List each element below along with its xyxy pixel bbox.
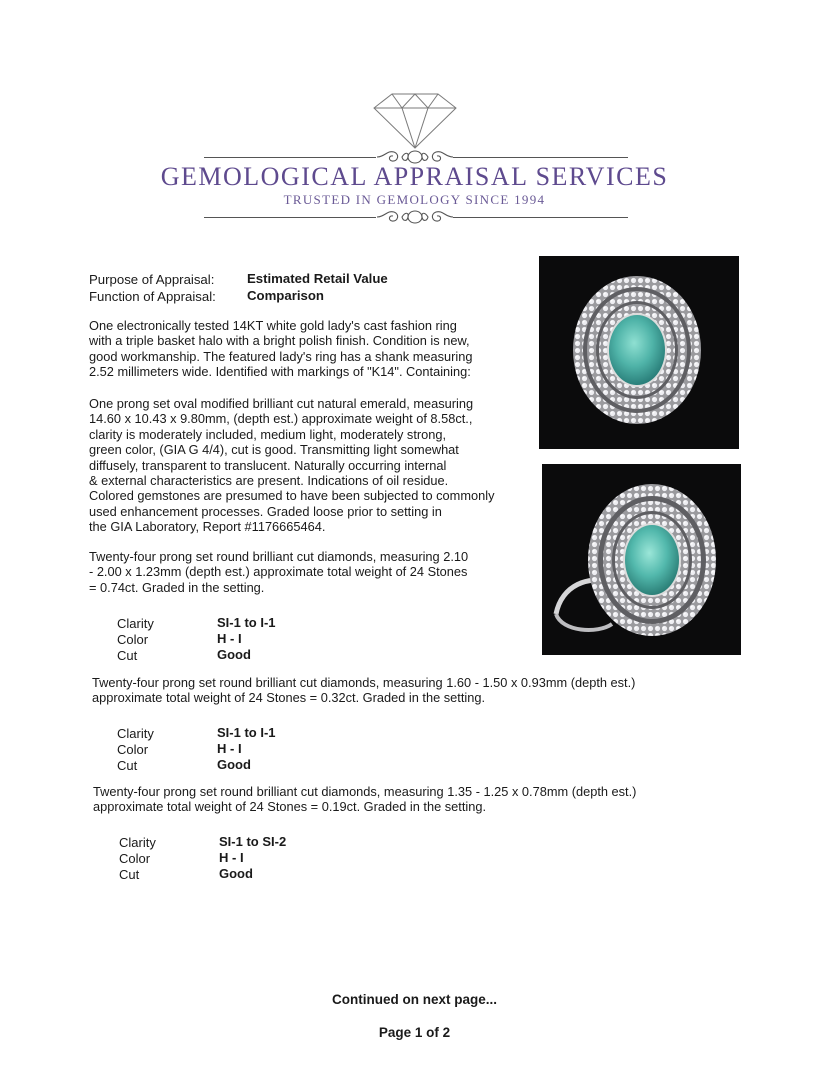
function-value: Comparison [247, 288, 324, 303]
diamond-description-line: approximate total weight of 24 Stones = 0.32ct. Graded in the setting. [92, 690, 486, 706]
diamond-group-3-grades [119, 835, 319, 883]
emerald-description-line: the GIA Laboratory, Report #1176665464. [89, 519, 326, 535]
grade-label-cut: Cut [119, 867, 140, 882]
emerald-description-line: One prong set oval modified brilliant cut natural emerald, measuring [89, 396, 474, 411]
grade-value-clarity: SI-1 to I-1 [217, 725, 276, 740]
emerald-description-line: 14.60 x 10.43 x 9.80mm, (depth est.) approximate weight of 8.58ct., [89, 411, 473, 427]
grade-value-cut: Good [217, 647, 251, 662]
diamond-description-line: Twenty-four prong set round brilliant cut diamonds, measuring 1.35 - 1.25 x 0.78mm (depth est.) [93, 784, 637, 799]
diamond-logo-icon [372, 92, 458, 150]
diamond-group-2-grades [117, 726, 317, 774]
purpose-label: Purpose of Appraisal: [89, 272, 215, 287]
grade-label-color: Color [117, 742, 149, 757]
diamond-group-3-description [93, 784, 693, 815]
page-number: Page 1 of 2 [378, 1025, 451, 1040]
grade-label-color: Color [119, 851, 151, 866]
logo-rule-bottom-left [204, 217, 376, 218]
emerald-description-line: Colored gemstones are presumed to have been subjected to commonly [89, 488, 495, 504]
diamond-group-1-description [89, 549, 529, 595]
purpose-value: Estimated Retail Value [247, 271, 388, 286]
company-name: GEMOLOGICAL APPRAISAL SERVICES [160, 162, 669, 191]
emerald-description-line: & external characteristics are present. Indications of oil residue. [89, 473, 449, 489]
logo-rule-top-left [204, 157, 376, 158]
logo-rule-top-right [453, 157, 628, 158]
ring-photo-top [539, 256, 739, 449]
ring-description-line: good workmanship. The featured lady's ring has a shank measuring [89, 348, 473, 364]
ring-description-line: 2.52 millimeters wide. Identified with markings of "K14". Containing: [89, 364, 471, 380]
grade-value-clarity: SI-1 to SI-2 [219, 834, 287, 849]
grade-value-clarity: SI-1 to I-1 [217, 615, 276, 630]
diamond-description-line: Twenty-four prong set round brilliant cut diamonds, measuring 2.10 [89, 549, 469, 564]
emerald-description-line: green color, (GIA G 4/4), cut is good. Transmitting light somewhat [89, 442, 459, 458]
emerald-description-line: clarity is moderately included, medium light, moderately strong, [89, 426, 447, 442]
scroll-ornament-icon [375, 208, 455, 226]
grade-value-color: H - I [219, 850, 244, 865]
ring-description [89, 318, 529, 380]
ring-photo-side [542, 464, 741, 655]
diamond-group-1-grades [117, 616, 317, 664]
company-tagline: TRUSTED IN GEMOLOGY SINCE 1994 [283, 192, 546, 207]
grade-label-cut: Cut [117, 648, 138, 663]
grade-value-cut: Good [217, 757, 251, 772]
diamond-description-line: approximate total weight of 24 Stones = 0.19ct. Graded in the setting. [93, 799, 487, 815]
function-label: Function of Appraisal: [89, 289, 216, 304]
grade-label-clarity: Clarity [119, 835, 156, 850]
emerald-description-line: used enhancement processes. Graded loose prior to setting in [89, 503, 442, 519]
diamond-description-line: = 0.74ct. Graded in the setting. [89, 579, 265, 595]
ring-description-line: One electronically tested 14KT white gold lady's cast fashion ring [89, 318, 457, 333]
grade-value-cut: Good [219, 866, 253, 881]
diamond-description-line: - 2.00 x 1.23mm (depth est.) approximate total weight of 24 Stones [89, 564, 468, 580]
grade-label-cut: Cut [117, 758, 138, 773]
logo-rule-bottom-right [453, 217, 628, 218]
grade-value-color: H - I [217, 631, 242, 646]
continued-notice: Continued on next page... [332, 992, 497, 1007]
diamond-group-2-description [92, 675, 692, 706]
grade-value-color: H - I [217, 741, 242, 756]
grade-label-color: Color [117, 632, 149, 647]
emerald-ring-top-view-image [539, 256, 739, 449]
emerald-description-line: diffusely, transparent to translucent. Naturally occurring internal [89, 457, 447, 473]
emerald-description [89, 396, 529, 535]
grade-label-clarity: Clarity [117, 726, 154, 741]
ring-description-line: with a triple basket halo with a bright polish finish. Condition is new, [89, 333, 470, 349]
diamond-description-line: Twenty-four prong set round brilliant cut diamonds, measuring 1.60 - 1.50 x 0.93mm (depth est.) [92, 675, 636, 690]
grade-label-clarity: Clarity [117, 616, 154, 631]
emerald-ring-side-view-image [542, 464, 741, 655]
